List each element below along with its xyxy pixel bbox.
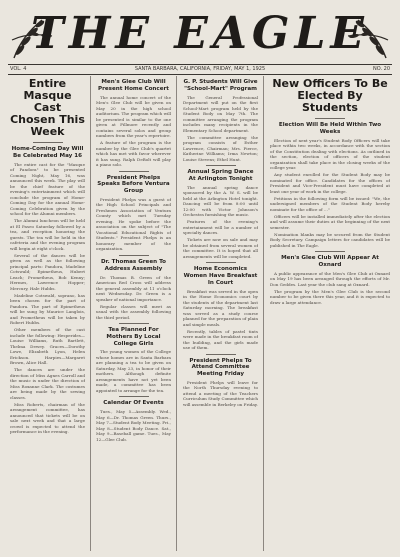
article-divider <box>206 165 236 166</box>
column-2 <box>96 76 171 551</box>
column-rule <box>176 76 177 551</box>
article-divider <box>33 142 63 143</box>
article-paragraph: Several of the dances will be given as well as the following principal parts: Pandora, Madeline Cotswald; Epimetheus, Hubert Leach; Prometheus, Bob Kenny; Hermes, Lawrence Hopper; Mercury, Hale Hubbs. <box>10 252 85 291</box>
article-headline: Calendar Of Events <box>103 400 164 407</box>
dateline <box>8 64 392 75</box>
column-4 <box>270 76 390 551</box>
article-paragraph: Dr. Thomas B. Green of the American Red Cross will address the general assembly at 11 o'clock next Wednesday. Dr. Green is a speaker of national importance. <box>96 274 171 302</box>
article-paragraph: The annual spring dance sponsored by the A. W. S. will be held at the Arlington Hotel tonight. Dancing will be from 8:00 until 12:00 with Victor Johnson's Orchestra furnishing the music. <box>183 184 258 218</box>
main-headline: Entire Masque Cast Chosen This Week <box>10 77 85 138</box>
article-headline: Men's Glee Club Will Present Home Concert <box>98 79 169 92</box>
article-headline: Home Economics Women Have Breakfast In Court <box>183 266 258 286</box>
column-1 <box>10 76 85 551</box>
article-divider <box>119 255 149 256</box>
article-headline: G. P. Students Will Give "School-Mart" Program <box>183 79 258 92</box>
newspaper-title: THE EAGLE <box>31 8 369 59</box>
article-headline: President Phelps To Attend Committee Meeting Friday <box>189 357 252 378</box>
article-paragraph: The program by the Men's Glee Club is the second number to be given there this year, and it is expected to draw a large attendance. <box>270 288 390 305</box>
article-divider <box>119 171 149 172</box>
article-divider <box>206 262 236 263</box>
article-paragraph: Tickets are now on sale and may be obtained from several women of the committee. It is hoped that all arrangements will be completed. <box>183 237 258 259</box>
article-paragraph: President Phelps will leave for the North Thursday evening to attend a meeting of the Teachers Curriculum Study Committee which will assemble in Berkeley on Friday. <box>183 379 258 407</box>
article-paragraph: Regular classes will meet as usual with the assembly following the third period. <box>96 303 171 320</box>
article-paragraph: The entire cast for the "Masque of Pandora" to be presented Coming Night, May 16, was announced this week. The play will be the chief feature of the evening's entertainment which will conclude the program of Home-Coming Day for the annual Home-Coming Celebration given by the school for the Alumni members. <box>10 161 85 217</box>
article-paragraph: Petitions in the following form will be issued: "We, the undersigned members of the Student Body hereby nominate for the office of ..." <box>270 195 390 212</box>
article-divider <box>315 251 345 252</box>
article-paragraph: The dances are under the direction of Miss Agnes Carroll and the music is under the direction of Miss Roxanne Clark. The costumes are being made by the sewing classes. <box>10 367 85 400</box>
article-headline: Dr. Thomas Green To Address Assembly <box>101 258 166 272</box>
issue-number: NO. 20 <box>372 66 390 72</box>
main-headline: New Officers To Be Elected By Students <box>272 77 388 114</box>
article-paragraph: Breakfast was served in the open in the Home Economics court by the students of the department last Saturday morning. The breakfast was served as a study course planned for the preparation of plain and simple meals. <box>183 288 258 327</box>
article-paragraph: Tues., May 5—Assembly. Wed., May 6—Dr. Thomas Green. Thurs., May 7—Student Body Meeting. Fri., May 8—Student Body Dance. Sat., May 9—Baseball game. Tues., May 12—Glee Club. <box>96 409 171 442</box>
article-headline: President Phelps Speaks Before Ventura Group <box>97 174 170 195</box>
article-paragraph: Nomination blanks may be secured from the Student Body Secretary. Campaign letters for candidates will be published in The Eagle. <box>270 231 390 248</box>
article-paragraph: The young women of the College whose homes are in Santa Barbara are planning a tea to be given on Saturday, May 23, in honor of their mothers. Although definite arrangements have not yet been made, a committee has been appointed to arrange for the tea. <box>96 349 171 393</box>
article-paragraph: Election of next year's Student Body Officers will take place within two weeks, in accordance with the section of the Constitution dealing with elections. As outlined in the section, election of officers of the student organization shall take place in the closing weeks of the college year. <box>270 137 390 171</box>
article-headline: Men's Glee Club Will Appear At Oxnard <box>281 255 379 268</box>
article-paragraph: The annual home concert of the Men's Glee Club will be given on May 20 in the high school auditorium. The program which will be presented is similar to the one given at Fillmore recently and contains several solos and group numbers from the year's repertoire. <box>96 94 171 139</box>
article-paragraph: Officers will be installed immediately after the election and will assume their duties at the beginning of the next semester. <box>270 213 390 230</box>
article-paragraph: Miss Roberts, chairman of the arrangement committee, has announced that tickets will be on sale next week and that a large crowd is expected to attend the performance in the evening. <box>10 401 85 435</box>
article-paragraph: Madeline Cotswald, soprano, has been chosen for the part of Pandora. The part of Epimetheus will be sung by Maurice Langlois, and Prometheus will be taken by Robert Hubbs. <box>10 292 85 326</box>
article-headline: Tea Planned For Mothers By Local College Girls <box>106 327 161 347</box>
article-paragraph: A feature of the program is the number by the Glee Club's quartet which has met with favor wherever it has sung. Ralph DeBolt will play a piano solo. <box>96 140 171 168</box>
article-headline: Home-Coming Day Will Be Celebrated May 16 <box>11 146 84 159</box>
column-3 <box>183 76 258 551</box>
article-headline: Annual Spring Dance At Arlington Tonight <box>187 169 254 182</box>
article-headline: Election Will Be Held Within Two Weeks <box>278 122 382 135</box>
article-divider <box>206 354 236 355</box>
article-paragraph: The Alumni luncheon will be held at El Paseo Saturday followed by a tea, and reception honoring the guests. The tea will be held in the cafeteria and the evening program will begin at eight o'clock. <box>10 218 85 251</box>
column-rule <box>90 76 91 551</box>
volume-label: VOL. 4 <box>10 66 27 72</box>
article-paragraph: The committee arranging the program consists of Esther Lawrence, Chairman; Mrs. Pierce, Katherine Williams; Irma Newton; Louise Stevens; Ethel Hunt. <box>183 134 258 162</box>
article-paragraph: Features of the evening's entertainment will be a number of specialty dances. <box>183 219 258 236</box>
article-paragraph: Any student enrolled for the Student Body may be nominated for office. Candidates for the offices of President and Vice-President must have completed at least one year of work in the college. <box>270 172 390 194</box>
article-paragraph: President Phelps was a guest of the High School Principals and Freshmen Association of Ventura County which met Tuesday evening. He spoke before the association on the subject of "The Vocational Educational Rights of Students." President Phelps is an honorary member of the organization. <box>96 196 171 252</box>
article-paragraph: A public appearance of the Men's Glee Club at Oxnard on May 19 has been arranged through the efforts of Mr. Don Geddes. Last year the club sang at Oxnard. <box>270 270 390 287</box>
article-paragraph: Recently, tables of pastel tints were made in the breakfast room of the building, and the girls made use of them. <box>183 328 258 351</box>
article-divider <box>119 323 149 324</box>
column-rule <box>263 76 264 551</box>
article-paragraph: The General Professional Department will put on the first School-Mart program held by the Student Body on May 7th. The committee arranging the program includes many recipients in the Elementary School department. <box>183 94 258 133</box>
article-divider <box>315 118 345 119</box>
article-divider <box>119 396 149 397</box>
masthead <box>8 6 392 64</box>
article-paragraph: Other members of the cast include the following: Hesperides—Louise Williams, Ruth Bartlett, Thelma Dewey. Graces—Dorothy Lowe, Elizabeth Lyon, Helen Erickson. Harpies—Margaret Brown, Alice Hall. <box>10 327 85 366</box>
place-date: SANTA BARBARA, CALIFORNIA, FRIDAY, MAY 1, 1925 <box>134 66 266 72</box>
